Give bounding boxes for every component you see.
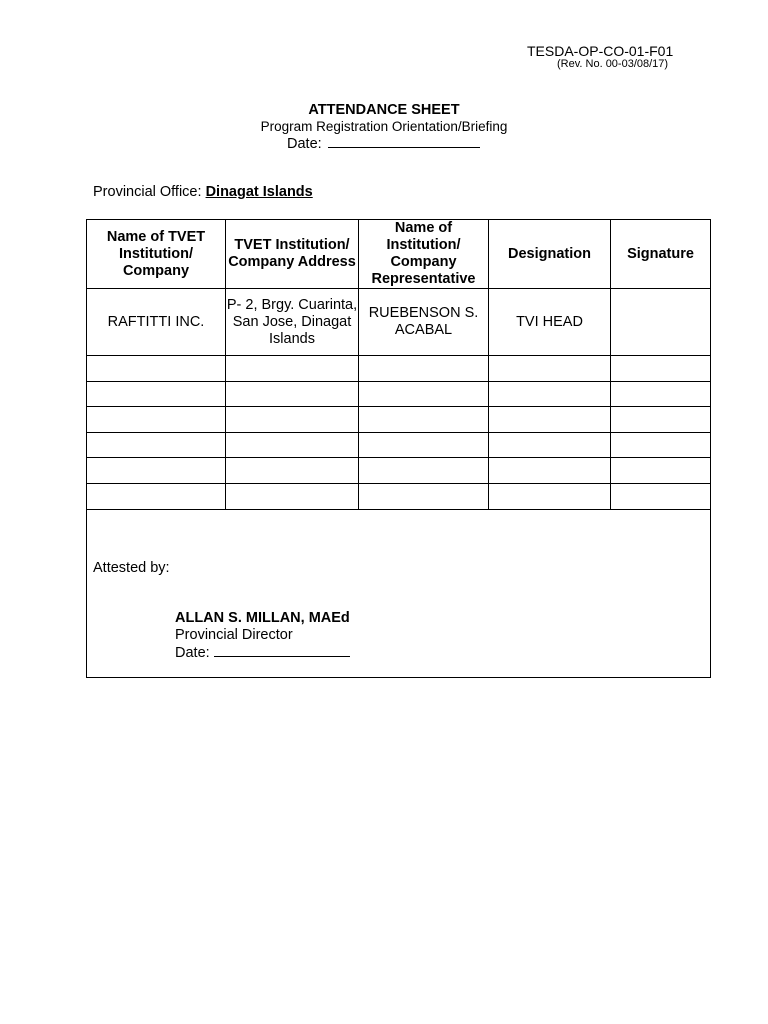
signatory-date-line [175, 644, 350, 662]
office-value: Dinagat Islands [205, 184, 313, 200]
table-cell [226, 381, 359, 407]
table-cell [87, 458, 226, 484]
table-cell [611, 381, 711, 407]
attestation-row [87, 509, 711, 677]
attested-by-label: Attested by: [93, 559, 170, 576]
table-header-row [87, 220, 711, 289]
table-cell [87, 407, 226, 433]
signatory-block [175, 610, 350, 662]
document-subtitle: Program Registration Orientation/Briefing [260, 119, 508, 134]
signatory-position: Provincial Director [175, 626, 293, 643]
table-cell [87, 381, 226, 407]
table-cell [611, 458, 711, 484]
table-cell [359, 432, 489, 458]
attestation-box [87, 509, 711, 677]
date-label: Date: [287, 136, 322, 152]
table-row [87, 289, 711, 356]
column-header: Name of TVET Institution/ Company [87, 220, 226, 289]
table-cell [226, 432, 359, 458]
table-cell [489, 483, 611, 509]
empty-row [87, 483, 711, 509]
table-cell: P- 2, Brgy. Cuarinta, San Jose, Dinagat Islands [226, 289, 359, 356]
table-cell [87, 483, 226, 509]
date-line [287, 134, 480, 153]
empty-row [87, 407, 711, 433]
table-cell [489, 381, 611, 407]
signatory-date-blank [214, 644, 350, 657]
table-cell [489, 432, 611, 458]
table-cell [359, 356, 489, 382]
empty-row [87, 432, 711, 458]
table-cell [489, 407, 611, 433]
column-header: TVET Institution/ Company Address [226, 220, 359, 289]
revision-number: (Rev. No. 00-03/08/17) [557, 58, 669, 70]
document-title: ATTENDANCE SHEET [308, 102, 460, 118]
table-cell [226, 458, 359, 484]
table-cell [359, 458, 489, 484]
table-cell [359, 381, 489, 407]
table-cell: TVI HEAD [489, 289, 611, 356]
empty-row [87, 458, 711, 484]
table-cell [226, 356, 359, 382]
table-cell [226, 407, 359, 433]
table-cell [87, 356, 226, 382]
column-header: Name of Institution/ Company Representative [359, 220, 489, 289]
table-cell [611, 432, 711, 458]
provincial-office [93, 184, 313, 201]
signatory-name: ALLAN S. MILLAN, MAEd [175, 609, 350, 626]
attendance-table [86, 219, 711, 678]
table-cell [226, 483, 359, 509]
table-cell [87, 432, 226, 458]
signature-cell [611, 289, 711, 356]
table-cell [489, 356, 611, 382]
table-cell [611, 407, 711, 433]
empty-row [87, 381, 711, 407]
table-cell [611, 483, 711, 509]
empty-row [87, 356, 711, 382]
table-cell [359, 407, 489, 433]
table-cell: RUEBENSON S. ACABAL [359, 289, 489, 356]
table-cell [489, 458, 611, 484]
form-code: TESDA-OP-CO-01-F01 [527, 43, 674, 59]
date-blank [328, 134, 480, 148]
table-cell [611, 356, 711, 382]
column-header: Designation [489, 220, 611, 289]
office-label: Provincial Office: [93, 184, 202, 200]
column-header: Signature [611, 220, 711, 289]
signatory-date-label: Date: [175, 644, 210, 661]
table-cell: RAFTITTI INC. [87, 289, 226, 356]
table-cell [359, 483, 489, 509]
